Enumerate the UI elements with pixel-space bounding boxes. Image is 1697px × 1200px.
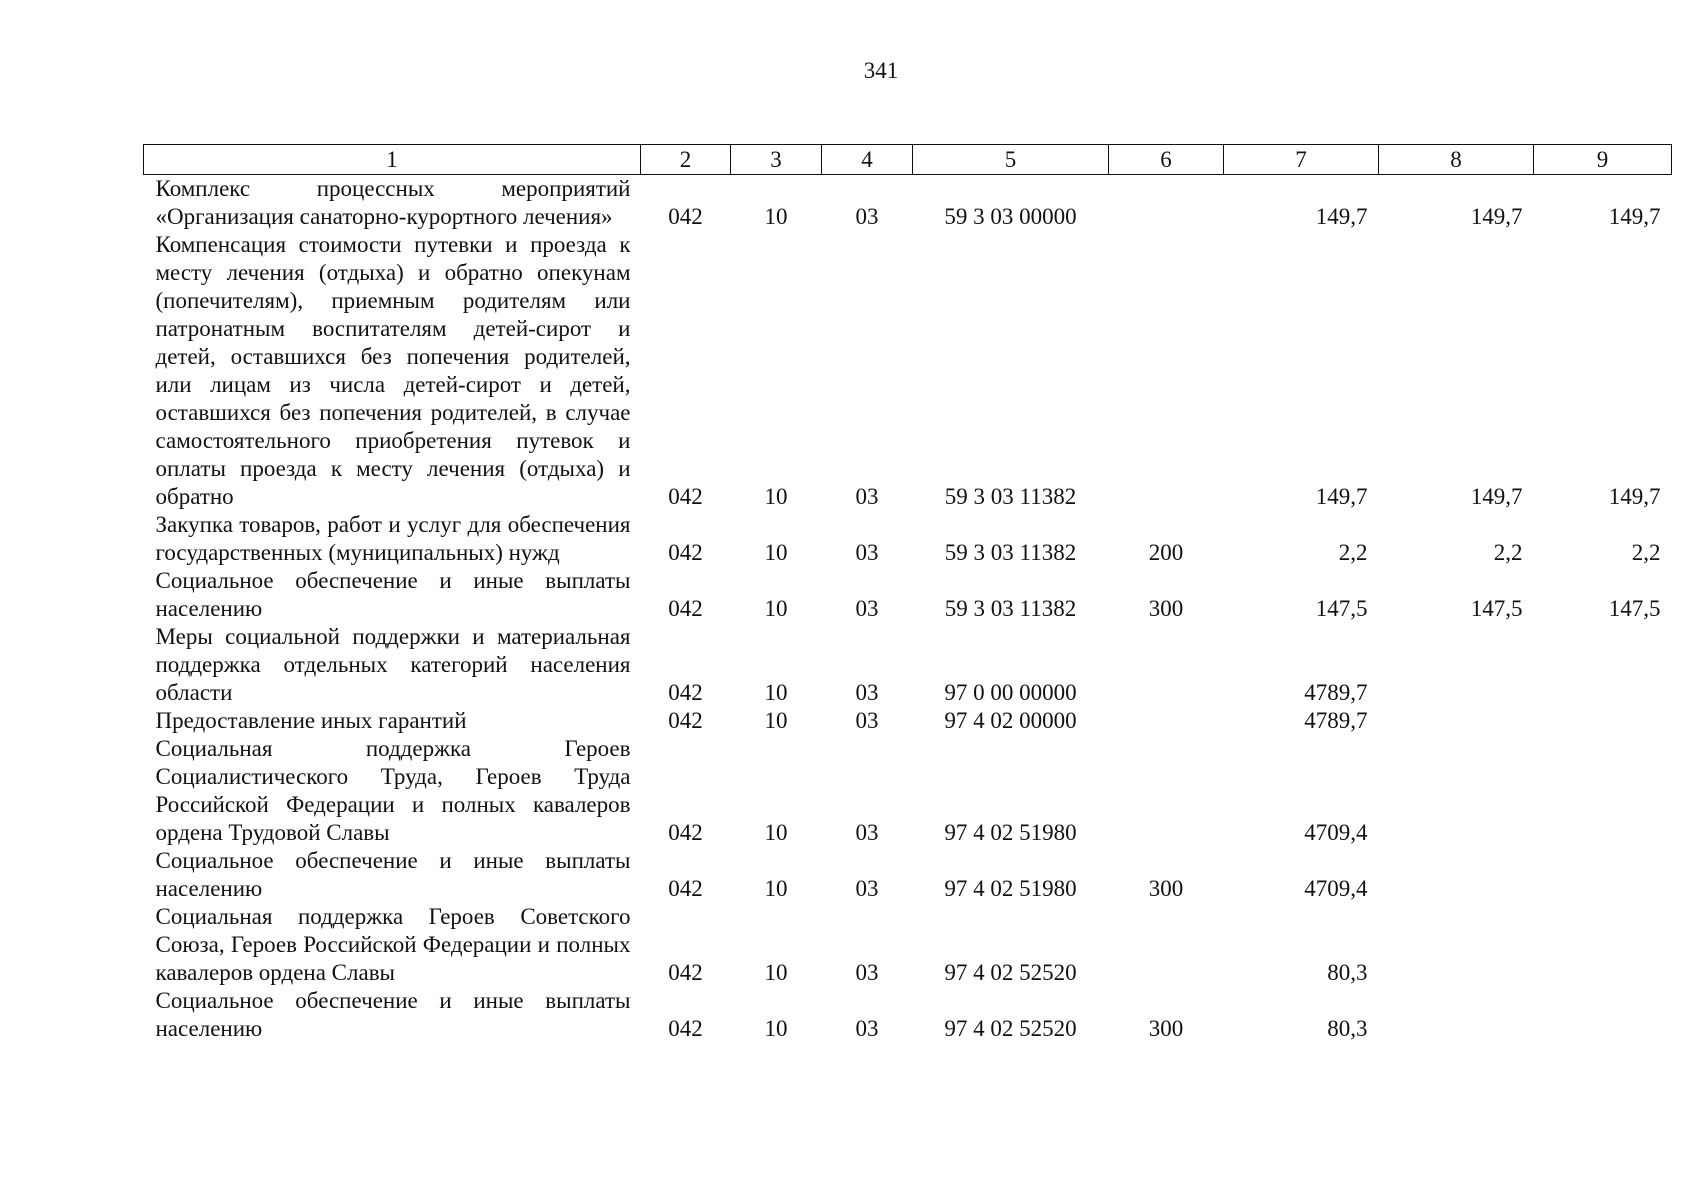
subsection-code: 03 xyxy=(855,484,879,509)
expense-type-code xyxy=(1109,707,1224,735)
row-description: Социальная поддержка Героев Социалистического Труда, Героев Труда Российской Федерации и полных кавалеров ордена Трудовой Славы xyxy=(155,736,631,845)
row-description: Закупка товаров, работ и услуг для обеспечения государственных (муниципальных) нужд xyxy=(155,512,631,565)
table-row xyxy=(144,231,1672,511)
table-row xyxy=(144,175,1672,232)
amount-col-8: 149,7 xyxy=(1470,204,1523,229)
amount-col-9 xyxy=(1534,707,1672,735)
target-article-code: 59 3 03 00000 xyxy=(944,204,1077,229)
section-code: 10 xyxy=(764,540,788,565)
amount-col-9 xyxy=(1534,987,1672,1043)
section-code: 10 xyxy=(764,596,788,621)
amount-col-8 xyxy=(1379,707,1534,735)
budget-table xyxy=(143,144,1672,1043)
table-row xyxy=(144,987,1672,1043)
table-row xyxy=(144,623,1672,707)
amount-col-7: 149,7 xyxy=(1315,484,1368,509)
budget-table-container xyxy=(143,144,1671,1043)
amount-col-9: 147,5 xyxy=(1608,596,1661,621)
section-code: 10 xyxy=(764,484,788,509)
amount-col-7: 2,2 xyxy=(1338,540,1368,565)
col-header-5: 5 xyxy=(913,145,1109,175)
row-description: Компенсация стоимости путевки и проезда к месту лечения (отдыха) и обратно опекунам (попечителям), приемным родителям или патронатным воспитателям детей-сирот и детей, оставшихся без попечения родителей, или лицам из числа детей-сирот и детей, оставшихся без попечения родителей, в случае самостоятельного приобретения путевок и оплаты проезда к месту лечения (отдыха) и обратно xyxy=(155,232,631,509)
amount-col-7: 80,3 xyxy=(1327,1016,1368,1041)
amount-col-7: 149,7 xyxy=(1315,204,1368,229)
col-header-2: 2 xyxy=(641,145,731,175)
admin-code: 042 xyxy=(668,960,703,985)
amount-col-8 xyxy=(1379,623,1534,707)
col-header-7: 7 xyxy=(1224,145,1379,175)
col-header-6: 6 xyxy=(1109,145,1224,175)
expense-type-code: 300 xyxy=(1148,1016,1184,1041)
section-code: 10 xyxy=(764,680,788,705)
row-description: Социальное обеспечение и иные выплаты населению xyxy=(155,848,631,901)
target-article-code: 97 4 02 51980 xyxy=(944,820,1077,845)
section-code: 10 xyxy=(764,876,788,901)
admin-code: 042 xyxy=(668,596,703,621)
subsection-code: 03 xyxy=(855,1016,879,1041)
table-row xyxy=(144,735,1672,847)
expense-type-code xyxy=(1109,175,1224,232)
target-article-code: 97 4 02 52520 xyxy=(944,960,1077,985)
admin-code: 042 xyxy=(668,820,703,845)
amount-col-7: 4709,4 xyxy=(1304,876,1368,901)
row-description: Социальное обеспечение и иные выплаты населению xyxy=(155,988,631,1041)
subsection-code: 03 xyxy=(855,708,879,733)
subsection-code: 03 xyxy=(855,204,879,229)
section-code: 10 xyxy=(764,1016,788,1041)
admin-code: 042 xyxy=(668,204,703,229)
col-header-4: 4 xyxy=(822,145,913,175)
amount-col-7: 4709,4 xyxy=(1304,820,1368,845)
amount-col-8 xyxy=(1379,903,1534,987)
col-header-1: 1 xyxy=(144,145,641,175)
row-description: Предоставление иных гарантий xyxy=(155,708,467,733)
subsection-code: 03 xyxy=(855,820,879,845)
expense-type-code xyxy=(1109,903,1224,987)
row-description: Меры социальной поддержки и материальная поддержка отдельных категорий населения области xyxy=(155,624,631,705)
section-code: 10 xyxy=(764,820,788,845)
admin-code: 042 xyxy=(668,876,703,901)
page-number: 341 xyxy=(863,58,899,83)
amount-col-8 xyxy=(1379,847,1534,903)
amount-col-7: 80,3 xyxy=(1327,960,1368,985)
amount-col-8: 149,7 xyxy=(1470,484,1523,509)
col-header-9: 9 xyxy=(1534,145,1672,175)
target-article-code: 59 3 03 11382 xyxy=(944,596,1077,621)
amount-col-9 xyxy=(1534,623,1672,707)
amount-col-9 xyxy=(1534,735,1672,847)
amount-col-7: 4789,7 xyxy=(1304,680,1368,705)
subsection-code: 03 xyxy=(855,596,879,621)
subsection-code: 03 xyxy=(855,876,879,901)
table-row xyxy=(144,707,1672,735)
target-article-code: 97 4 02 52520 xyxy=(944,1016,1077,1041)
target-article-code: 59 3 03 11382 xyxy=(944,540,1077,565)
target-article-code: 97 0 00 00000 xyxy=(944,680,1077,705)
amount-col-9: 2,2 xyxy=(1631,540,1661,565)
expense-type-code xyxy=(1109,231,1224,511)
table-row xyxy=(144,847,1672,903)
section-code: 10 xyxy=(764,960,788,985)
row-description: Социальное обеспечение и иные выплаты населению xyxy=(155,568,631,621)
target-article-code: 59 3 03 11382 xyxy=(944,484,1077,509)
expense-type-code xyxy=(1109,623,1224,707)
amount-col-8: 2,2 xyxy=(1493,540,1523,565)
subsection-code: 03 xyxy=(855,540,879,565)
amount-col-9: 149,7 xyxy=(1608,484,1661,509)
amount-col-9: 149,7 xyxy=(1608,204,1661,229)
amount-col-7: 4789,7 xyxy=(1304,708,1368,733)
subsection-code: 03 xyxy=(855,960,879,985)
row-description: Комплекс процессных мероприятий «Организация санаторно-курортного лечения» xyxy=(155,176,631,229)
amount-col-7: 147,5 xyxy=(1315,596,1368,621)
table-row xyxy=(144,567,1672,623)
row-description: Социальная поддержка Героев Советского Союза, Героев Российской Федерации и полных кавалеров ордена Славы xyxy=(155,904,631,985)
amount-col-9 xyxy=(1534,847,1672,903)
expense-type-code: 300 xyxy=(1148,876,1184,901)
admin-code: 042 xyxy=(668,1016,703,1041)
subsection-code: 03 xyxy=(855,680,879,705)
section-code: 10 xyxy=(764,708,788,733)
col-header-8: 8 xyxy=(1379,145,1534,175)
amount-col-9 xyxy=(1534,903,1672,987)
admin-code: 042 xyxy=(668,708,703,733)
admin-code: 042 xyxy=(668,680,703,705)
expense-type-code: 300 xyxy=(1148,596,1184,621)
header-row xyxy=(144,145,1672,175)
expense-type-code: 200 xyxy=(1148,540,1184,565)
amount-col-8 xyxy=(1379,735,1534,847)
admin-code: 042 xyxy=(668,484,703,509)
table-row xyxy=(144,511,1672,567)
expense-type-code xyxy=(1109,735,1224,847)
target-article-code: 97 4 02 51980 xyxy=(944,876,1077,901)
amount-col-8 xyxy=(1379,987,1534,1043)
section-code: 10 xyxy=(764,204,788,229)
target-article-code: 97 4 02 00000 xyxy=(944,708,1077,733)
admin-code: 042 xyxy=(668,540,703,565)
table-row xyxy=(144,903,1672,987)
col-header-3: 3 xyxy=(731,145,822,175)
amount-col-8: 147,5 xyxy=(1470,596,1523,621)
